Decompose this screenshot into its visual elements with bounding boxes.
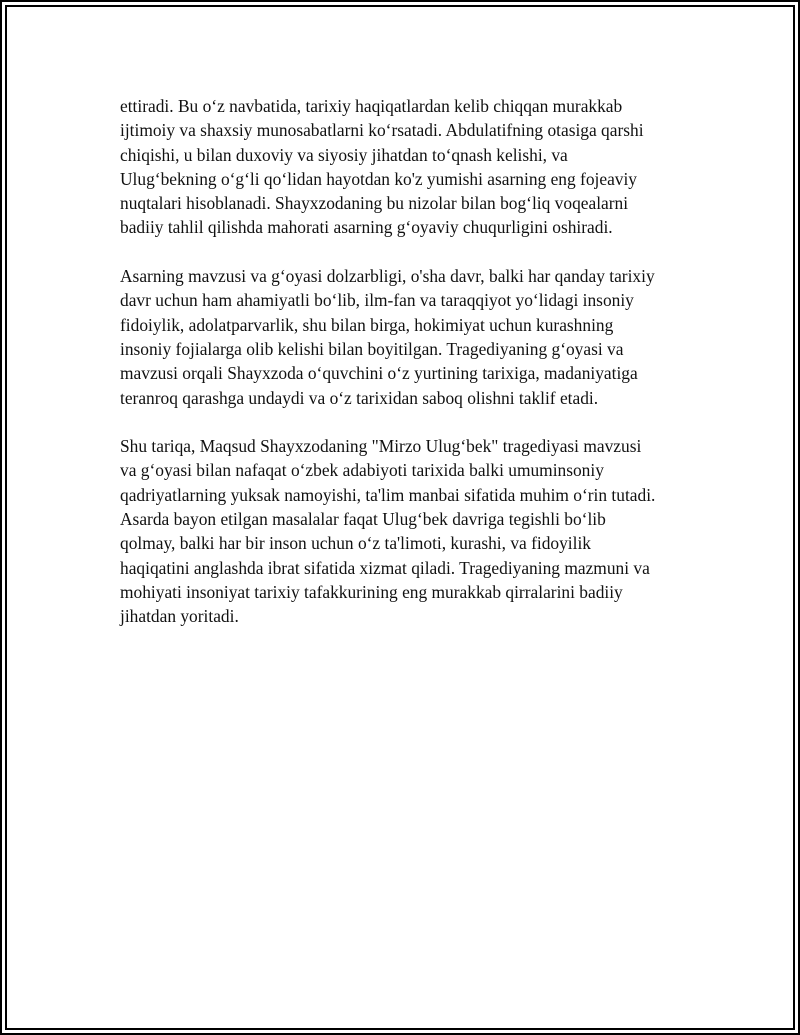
- paragraph-line: Shu tariqa, Maqsud Shayxzodaning "Mirzo Ulug‘bek" tragediyasi mavzusi: [120, 436, 642, 457]
- paragraph-line: qadriyatlarning yuksak namoyishi, ta'lim manbai sifatida muhim o‘rin tutadi.: [120, 484, 656, 505]
- paragraph-line: mohiyati insoniyat tarixiy tafakkurining eng murakkab qirralarini badiiy: [120, 581, 623, 602]
- paragraph-2: [120, 264, 700, 410]
- paragraph-line: Asarning mavzusi va g‘oyasi dolzarbligi, o'sha davr, balki har qanday tarixiy: [120, 266, 655, 287]
- paragraph-line: ijtimoiy va shaxsiy munosabatlarni ko‘rsatadi. Abdulatifning otasiga qarshi: [120, 120, 644, 141]
- paragraph-line: ettiradi. Bu o‘z navbatida, tarixiy haqiqatlardan kelib chiqqan murakkab: [120, 96, 623, 116]
- paragraph-line: mavzusi orqali Shayxzoda o‘quvchini o‘z yurtining tarixiga, madaniyatiga: [120, 363, 638, 384]
- paragraph-line: insoniy fojialarga olib kelishi bilan boyitilgan. Tragediyaning g‘oyasi va: [120, 338, 624, 359]
- paragraph-line: haqiqatini anglashda ibrat sifatida xizmat qiladi. Tragediyaning mazmuni va: [120, 557, 650, 578]
- document-body: [120, 94, 700, 653]
- paragraph-line: va g‘oyasi bilan nafaqat o‘zbek adabiyoti tarixida balki umuminsoniy: [120, 460, 604, 481]
- paragraph-line: nuqtalari hisoblanadi. Shayxzodaning bu nizolar bilan bog‘liq voqealarni: [120, 193, 629, 214]
- paragraph-line: davr uchun ham ahamiyatli bo‘lib, ilm-fan va taraqqiyot yo‘lidagi insoniy: [120, 290, 634, 311]
- paragraph-1: [120, 94, 700, 240]
- paragraph-line: qolmay, balki har bir inson uchun o‘z ta'limoti, kurashi, va fidoyilik: [120, 533, 591, 554]
- paragraph-line: Ulug‘bekning o‘g‘li qo‘lidan hayotdan ko'z yumishi asarning eng fojeaviy: [120, 168, 638, 189]
- paragraph-line: teranroq qarashga undaydi va o‘z tarixidan saboq olishni taklif etadi.: [120, 387, 599, 408]
- paragraph-line: chiqishi, u bilan duxoviy va siyosiy jihatdan to‘qnash kelishi, va: [120, 144, 568, 165]
- paragraph-3: [120, 434, 700, 628]
- paragraph-line: jihatdan yoritadi.: [120, 606, 239, 627]
- paragraph-line: badiiy tahlil qilishda mahorati asarning g‘oyaviy chuqurligini oshiradi.: [120, 217, 613, 238]
- paragraph-line: Asarda bayon etilgan masalalar faqat Ulug‘bek davriga tegishli bo‘lib: [120, 509, 606, 530]
- paragraph-line: fidoiylik, adolatparvarlik, shu bilan birga, hokimiyat uchun kurashning: [120, 314, 614, 335]
